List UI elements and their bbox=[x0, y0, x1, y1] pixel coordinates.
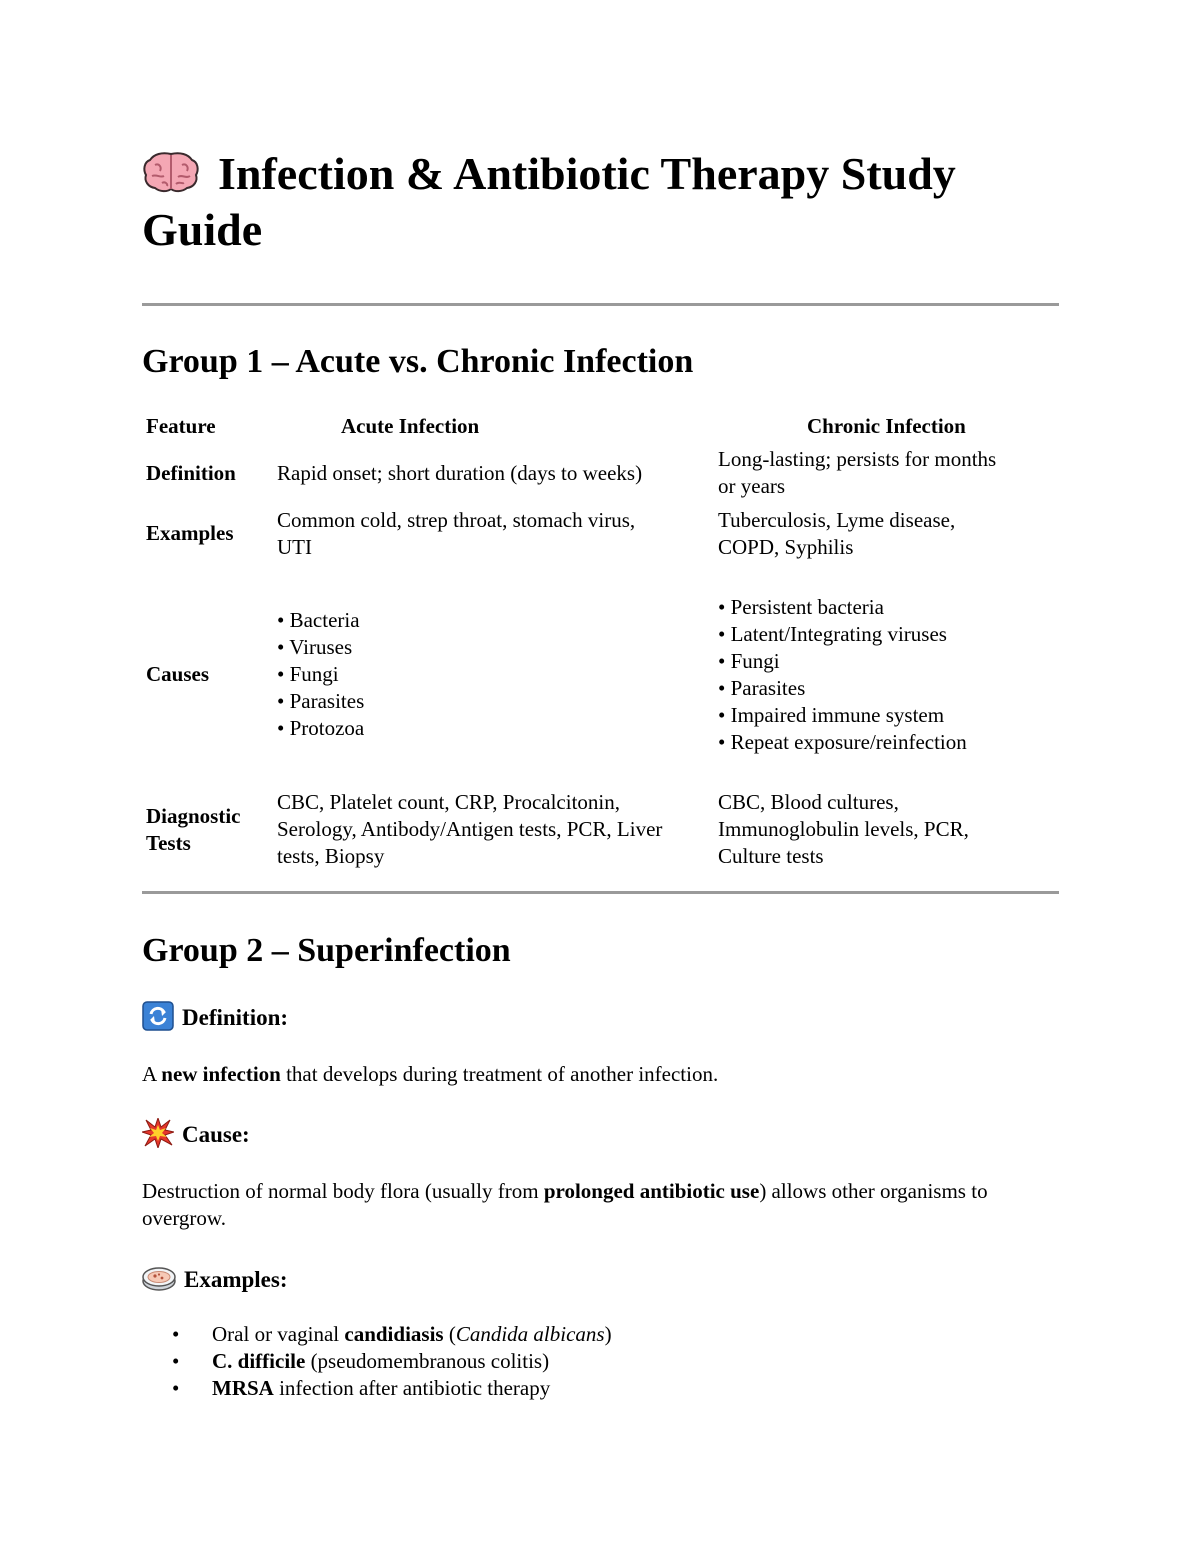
cell-line: Common cold, strep throat, stomach virus, bbox=[277, 508, 636, 532]
cell-acute-examples bbox=[277, 507, 635, 561]
definition-text-post: that develops during treatment of another infection. bbox=[280, 1062, 719, 1086]
definition-text-pre: A bbox=[142, 1062, 162, 1086]
list-item: • Bacteria bbox=[277, 608, 360, 632]
row-label-diagnostic-tests bbox=[146, 803, 241, 857]
table-header-acute: Acute Infection bbox=[341, 414, 480, 438]
cell-line: Serology, Antibody/Antigen tests, PCR, Liver bbox=[277, 817, 663, 841]
cause-text bbox=[142, 1178, 1022, 1232]
cause-heading bbox=[142, 1118, 250, 1150]
examples-list bbox=[172, 1321, 612, 1402]
row-label-definition bbox=[146, 460, 236, 487]
row-label-line: Examples bbox=[146, 521, 234, 545]
petri-dish-icon bbox=[142, 1263, 176, 1293]
cell-line: Tuberculosis, Lyme disease, bbox=[718, 508, 956, 532]
definition-text bbox=[142, 1061, 718, 1088]
group2-heading: Group 2 – Superinfection bbox=[142, 932, 511, 969]
row-label-line: Tests bbox=[146, 831, 191, 855]
item-text: ( bbox=[443, 1322, 456, 1346]
cause-text-pre: Destruction of normal body flora (usually from bbox=[142, 1179, 544, 1203]
cell-line: Culture tests bbox=[718, 844, 824, 868]
cell-chronic-causes bbox=[718, 594, 967, 756]
list-item: • Impaired immune system bbox=[718, 703, 945, 727]
definition-label: Definition: bbox=[182, 1005, 289, 1030]
examples-label: Examples: bbox=[184, 1267, 288, 1292]
examples-heading bbox=[142, 1263, 288, 1295]
cell-line: CBC, Blood cultures, bbox=[718, 790, 899, 814]
brain-icon bbox=[142, 151, 200, 193]
section-divider bbox=[142, 303, 1059, 306]
item-bold: MRSA bbox=[212, 1376, 274, 1400]
list-item: • Persistent bacteria bbox=[718, 595, 884, 619]
table-header-chronic: Chronic Infection bbox=[807, 414, 966, 438]
group1-heading: Group 1 – Acute vs. Chronic Infection bbox=[142, 343, 694, 380]
list-item bbox=[172, 1375, 612, 1402]
cell-acute-definition bbox=[277, 460, 642, 487]
collision-icon bbox=[142, 1118, 174, 1148]
cause-text-bold: prolonged antibiotic use bbox=[543, 1179, 760, 1203]
cell-acute-causes bbox=[277, 607, 364, 742]
item-bold: C. difficile bbox=[212, 1349, 306, 1373]
cell-line: COPD, Syphilis bbox=[718, 535, 854, 559]
row-label-line: Diagnostic bbox=[146, 804, 241, 828]
table-header-feature: Feature bbox=[146, 414, 216, 438]
row-label-examples bbox=[146, 520, 234, 547]
cell-line: Rapid onset; short duration (days to weeks) bbox=[277, 461, 643, 485]
cell-chronic-definition bbox=[718, 446, 996, 500]
page-title bbox=[142, 146, 1042, 258]
cause-label: Cause: bbox=[182, 1122, 250, 1147]
cell-line: Immunoglobulin levels, PCR, bbox=[718, 817, 969, 841]
list-item: • Latent/Integrating viruses bbox=[718, 622, 947, 646]
list-item: • Parasites bbox=[718, 676, 806, 700]
cell-chronic-diagnostic-tests bbox=[718, 789, 969, 870]
list-item: • Fungi bbox=[277, 662, 339, 686]
section-divider bbox=[142, 891, 1059, 894]
row-label-line: Causes bbox=[146, 662, 210, 686]
definition-heading bbox=[142, 1001, 288, 1033]
item-text: Oral or vaginal bbox=[212, 1322, 345, 1346]
page-title-text: Infection & Antibiotic Therapy Study Guide bbox=[142, 148, 956, 255]
list-item: • Viruses bbox=[277, 635, 353, 659]
definition-text-bold: new infection bbox=[161, 1062, 281, 1086]
cell-line: tests, Biopsy bbox=[277, 844, 385, 868]
list-item: • Parasites bbox=[277, 689, 365, 713]
list-item: • Protozoa bbox=[277, 716, 365, 740]
list-item bbox=[172, 1348, 612, 1375]
cell-chronic-examples bbox=[718, 507, 955, 561]
item-text: infection after antibiotic therapy bbox=[273, 1376, 551, 1400]
row-label-causes bbox=[146, 661, 209, 688]
item-italic: Candida albicans bbox=[455, 1322, 605, 1346]
item-bold: candidiasis bbox=[344, 1322, 444, 1346]
list-item: • Repeat exposure/reinfection bbox=[718, 730, 967, 754]
cell-acute-diagnostic-tests bbox=[277, 789, 662, 870]
cause-text-post: ) allows other organisms to overgrow. bbox=[142, 1179, 988, 1230]
row-label-line: Definition bbox=[146, 461, 236, 485]
cell-line: UTI bbox=[277, 535, 312, 559]
item-text: (pseudomembranous colitis) bbox=[305, 1349, 550, 1373]
cell-line: CBC, Platelet count, CRP, Procalcitonin, bbox=[277, 790, 620, 814]
item-text: ) bbox=[604, 1322, 612, 1346]
list-item bbox=[172, 1321, 612, 1348]
cell-line: or years bbox=[718, 474, 786, 498]
list-item: • Fungi bbox=[718, 649, 780, 673]
repeat-icon bbox=[142, 1001, 174, 1031]
cell-line: Long-lasting; persists for months bbox=[718, 447, 997, 471]
